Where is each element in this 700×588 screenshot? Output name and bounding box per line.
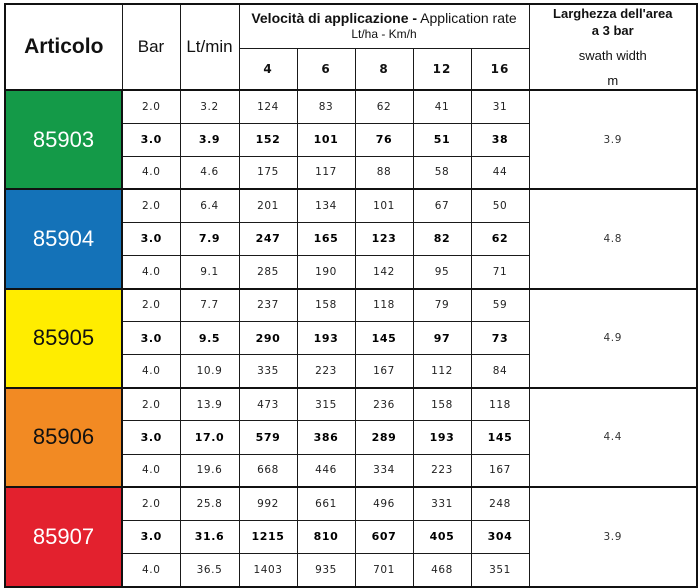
header-bar: Bar [122,4,180,90]
rate-cell: 285 [239,255,297,288]
rate-cell: 248 [471,487,529,520]
article-code: 85904 [32,225,95,251]
pressure-cell: 3.0 [122,322,180,355]
rate-cell: 112 [413,355,471,388]
rate-cell: 992 [239,487,297,520]
rate-cell: 1403 [239,553,297,586]
flow-cell: 4.6 [180,156,239,189]
article-code-cell [5,189,122,288]
article-code-cell [5,289,122,388]
rate-cell: 95 [413,255,471,288]
pressure-cell: 4.0 [122,454,180,487]
rate-cell: 237 [239,289,297,322]
flow-cell: 17.0 [180,421,239,454]
rate-cell: 62 [355,90,413,123]
rate-cell: 82 [413,222,471,255]
flow-cell: 25.8 [180,487,239,520]
pressure-cell: 2.0 [122,189,180,222]
article-code: 85905 [32,325,95,351]
rate-cell: 810 [297,520,355,553]
rate-cell: 331 [413,487,471,520]
rate-cell: 223 [297,355,355,388]
flow-cell: 10.9 [180,355,239,388]
rate-units: Lt/ha - Km/h [351,26,417,41]
rate-cell: 50 [471,189,529,222]
rate-cell: 468 [413,553,471,586]
flow-cell: 36.5 [180,553,239,586]
rate-cell: 38 [471,123,529,156]
table-row [5,487,697,520]
rate-cell: 175 [239,156,297,189]
flow-cell: 31.6 [180,520,239,553]
table-row [5,289,697,322]
pressure-cell: 2.0 [122,388,180,421]
rate-cell: 496 [355,487,413,520]
article-code-cell [5,388,122,487]
swath-width-cell: 4.8 [529,189,697,288]
flow-cell: 13.9 [180,388,239,421]
rate-cell: 607 [355,520,413,553]
rate-cell: 76 [355,123,413,156]
swath-subtitle: swath width [578,48,647,63]
rate-cell: 304 [471,520,529,553]
rate-cell: 165 [297,222,355,255]
nozzle-table-container [4,3,696,576]
swath-width-cell: 3.9 [529,487,697,586]
rate-title-english: Application rate [417,9,517,26]
rate-cell: 79 [413,289,471,322]
swath-width-cell: 4.4 [529,388,697,487]
article-code-cell [5,487,122,586]
rate-cell: 71 [471,255,529,288]
rate-cell: 152 [239,123,297,156]
header-article: Articolo [5,4,122,90]
rate-cell: 101 [297,123,355,156]
pressure-cell: 3.0 [122,222,180,255]
speed-header: 6 [297,48,355,90]
rate-cell: 334 [355,454,413,487]
flow-cell: 9.1 [180,255,239,288]
rate-cell: 97 [413,322,471,355]
rate-cell: 167 [471,454,529,487]
table-header [5,4,697,90]
rate-cell: 145 [355,322,413,355]
pressure-cell: 2.0 [122,289,180,322]
swath-unit: m [607,73,619,88]
flow-cell: 7.7 [180,289,239,322]
article-code-cell [5,90,122,189]
rate-cell: 123 [355,222,413,255]
rate-cell: 190 [297,255,355,288]
rate-cell: 44 [471,156,529,189]
rate-cell: 118 [355,289,413,322]
rate-cell: 41 [413,90,471,123]
rate-cell: 59 [471,289,529,322]
rate-cell: 201 [239,189,297,222]
flow-cell: 3.9 [180,123,239,156]
rate-cell: 31 [471,90,529,123]
pressure-cell: 2.0 [122,487,180,520]
swath-width-cell: 3.9 [529,90,697,189]
pressure-cell: 3.0 [122,520,180,553]
speed-header: 8 [355,48,413,90]
rate-cell: 145 [471,421,529,454]
speed-header: 16 [471,48,529,90]
rate-cell: 701 [355,553,413,586]
swath-title-line2: a 3 bar [591,23,634,38]
pressure-cell: 4.0 [122,355,180,388]
rate-cell: 351 [471,553,529,586]
article-code: 85903 [32,126,95,152]
rate-cell: 290 [239,322,297,355]
rate-cell: 473 [239,388,297,421]
rate-cell: 58 [413,156,471,189]
article-code: 85906 [32,424,95,450]
flow-cell: 7.9 [180,222,239,255]
pressure-cell: 3.0 [122,421,180,454]
table-row [5,189,697,222]
article-code: 85907 [32,523,95,549]
rate-cell: 315 [297,388,355,421]
header-swath-width [529,4,697,90]
pressure-cell: 3.0 [122,123,180,156]
table-row [5,388,697,421]
rate-cell: 193 [297,322,355,355]
rate-cell: 117 [297,156,355,189]
flow-cell: 19.6 [180,454,239,487]
swath-width-cell: 4.9 [529,289,697,388]
rate-cell: 193 [413,421,471,454]
flow-cell: 3.2 [180,90,239,123]
rate-cell: 158 [413,388,471,421]
swath-title-line1: Larghezza dell'area [553,6,673,21]
header-lt-min: Lt/min [180,4,239,90]
rate-cell: 935 [297,553,355,586]
rate-cell: 83 [297,90,355,123]
rate-cell: 67 [413,189,471,222]
pressure-cell: 4.0 [122,255,180,288]
speed-header: 4 [239,48,297,90]
rate-cell: 661 [297,487,355,520]
rate-cell: 51 [413,123,471,156]
rate-cell: 167 [355,355,413,388]
rate-cell: 405 [413,520,471,553]
rate-cell: 101 [355,189,413,222]
rate-cell: 289 [355,421,413,454]
rate-cell: 236 [355,388,413,421]
rate-cell: 124 [239,90,297,123]
flow-cell: 6.4 [180,189,239,222]
rate-cell: 668 [239,454,297,487]
pressure-cell: 4.0 [122,156,180,189]
rate-cell: 223 [413,454,471,487]
rate-cell: 335 [239,355,297,388]
table-body [5,90,697,587]
nozzle-application-table [4,3,698,588]
rate-cell: 73 [471,322,529,355]
rate-cell: 84 [471,355,529,388]
rate-cell: 118 [471,388,529,421]
rate-cell: 62 [471,222,529,255]
header-application-rate [239,4,529,48]
rate-title-italian: Velocità di applicazione - [251,9,418,26]
rate-cell: 142 [355,255,413,288]
rate-cell: 247 [239,222,297,255]
table-row [5,90,697,123]
pressure-cell: 2.0 [122,90,180,123]
rate-cell: 134 [297,189,355,222]
flow-cell: 9.5 [180,322,239,355]
rate-cell: 1215 [239,520,297,553]
pressure-cell: 4.0 [122,553,180,586]
rate-cell: 88 [355,156,413,189]
rate-cell: 158 [297,289,355,322]
rate-cell: 386 [297,421,355,454]
rate-cell: 579 [239,421,297,454]
rate-cell: 446 [297,454,355,487]
speed-header: 12 [413,48,471,90]
